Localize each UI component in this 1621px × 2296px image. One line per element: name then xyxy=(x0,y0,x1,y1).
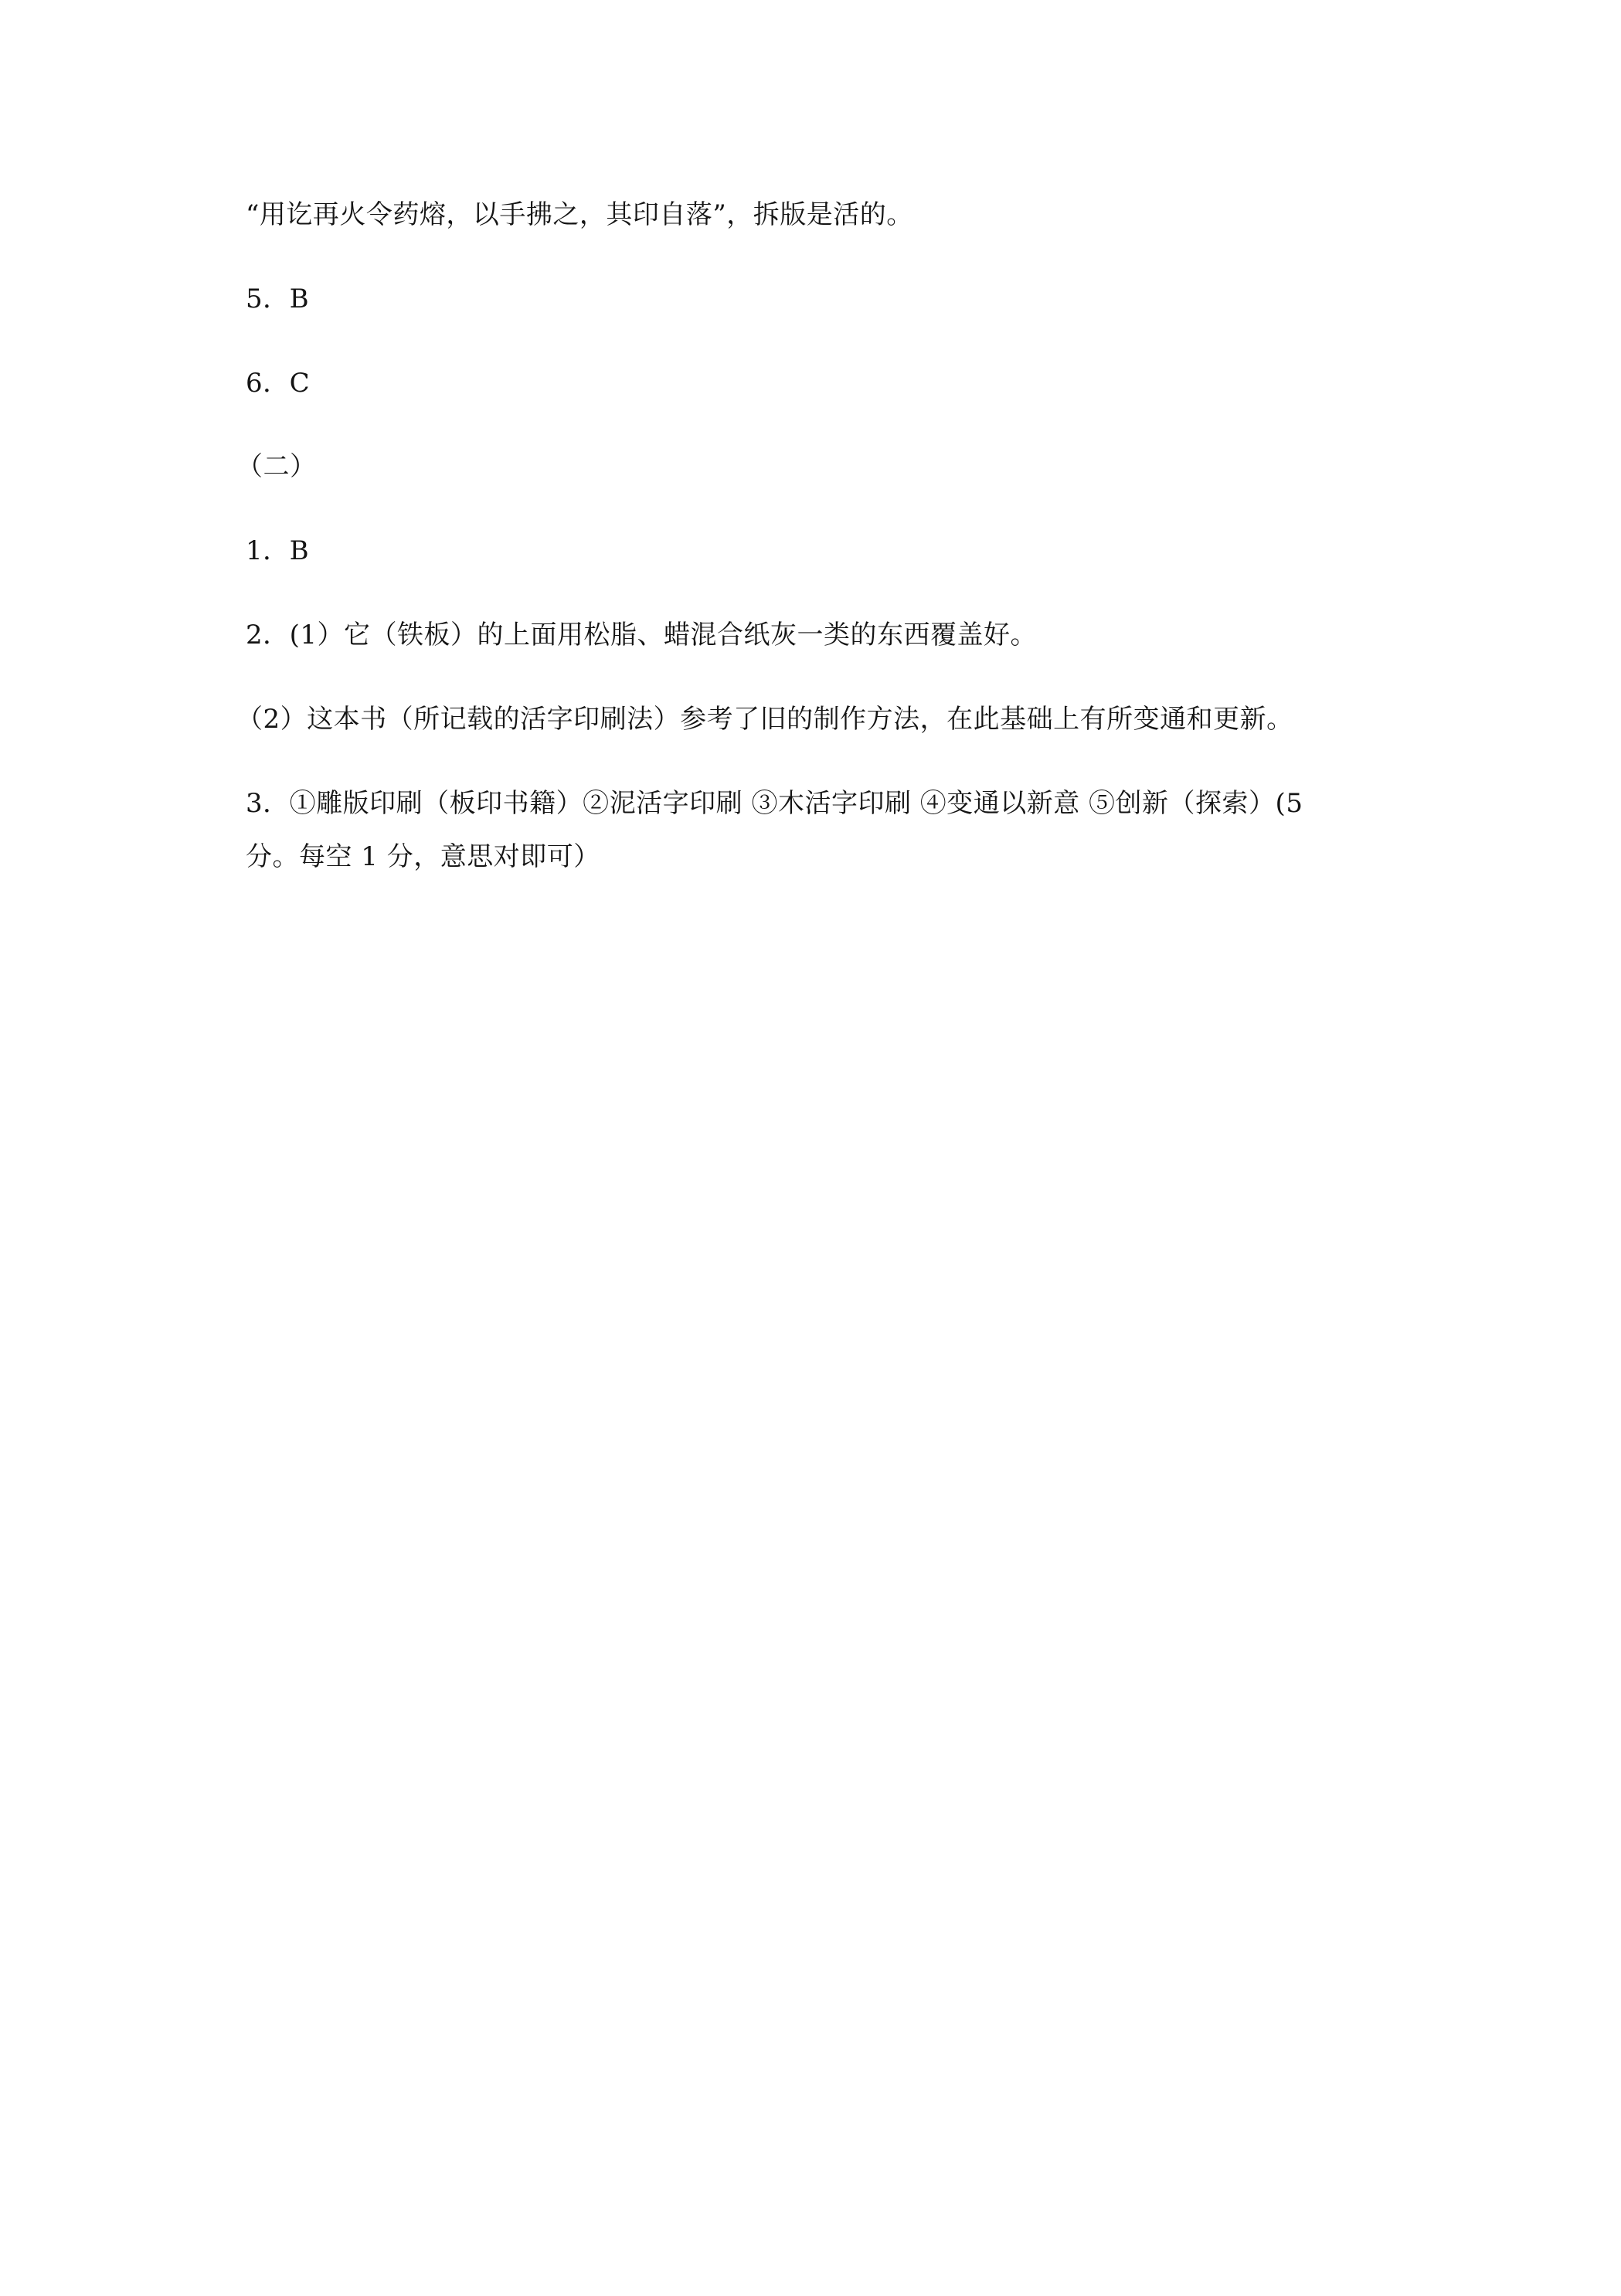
answer-6: 6．C xyxy=(246,368,311,399)
answer-1: 1．B xyxy=(246,535,310,566)
text-line-quote-explanation: “用讫再火令药熔，以手拂之，其印自落”，拆版是活的。 xyxy=(246,199,913,230)
answer-3-line-2: 分。每空 1 分，意思对即可） xyxy=(246,841,600,872)
answer-2-part-1: 2．(1）它（铁板）的上面用松脂、蜡混合纸灰一类的东西覆盖好。 xyxy=(246,620,1038,650)
answer-3-line-1: 3．①雕版印刷（板印书籍）②泥活字印刷 ③木活字印刷 ④变通以新意 ⑤创新（探索）(5 xyxy=(246,788,1303,819)
section-heading-2: （二） xyxy=(236,451,317,482)
answer-2-part-2: （2）这本书（所记载的活字印刷法）参考了旧的制作方法，在此基础上有所变通和更新。 xyxy=(236,704,1293,735)
answer-5: 5．B xyxy=(246,284,310,314)
